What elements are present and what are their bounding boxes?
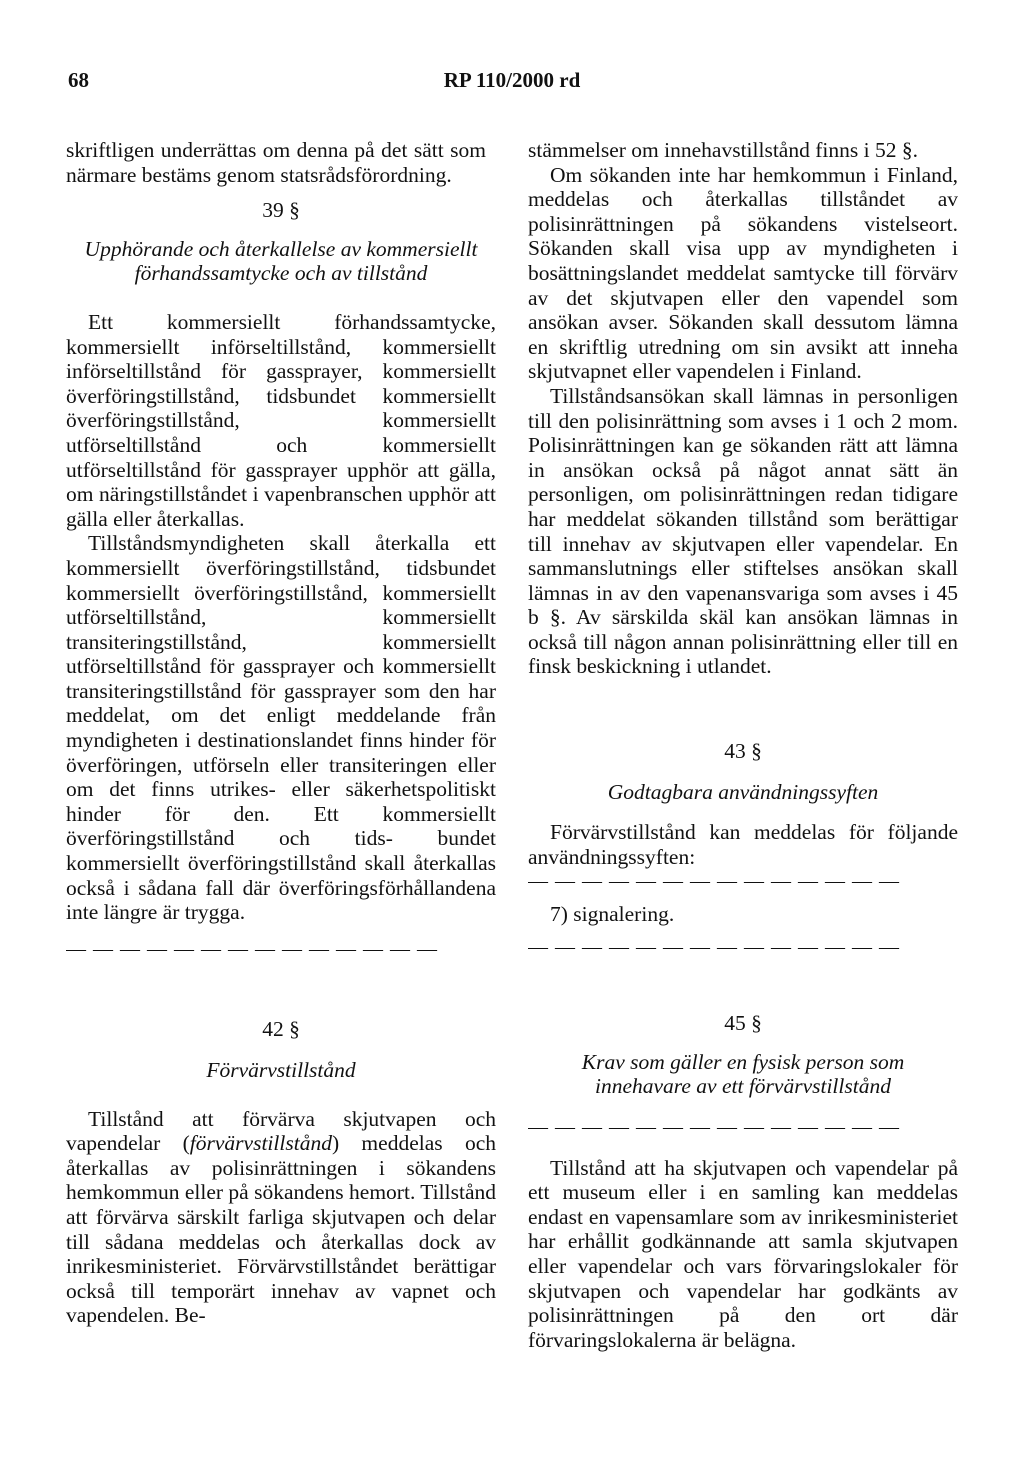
page-number: 68 bbox=[68, 68, 89, 92]
section-39-paragraph-1: Ett kommersiellt förhandssamtycke, kommersiellt införseltillstånd, kommersiellt införseltillstånd för gassprayer, kommersiellt överföringstillstånd, tidsbundet kommersiellt överföringstillstånd, kommersiellt utförseltillstånd och kommersiellt utförseltillstånd för gassprayer upphör att gälla, om näringstillståndet i vapenbranschen upphör att gälla eller återkallas. bbox=[66, 309, 496, 531]
section-42-text-b: ) meddelas och återkallas av polisinrättningen i sökandens hemkommun eller på sökandens hemort. Tillstånd att förvärva särskilt farliga skjutvapen och delar till sådana meddelas och återkallas dock av inrikesministeriet. Förvärvstillståndet berättigar också till temporärt innehav av vapnet och vapendelen. Be- bbox=[66, 1131, 496, 1328]
omission-dashes-b: — — — — — — — — — — — — — — bbox=[528, 935, 900, 958]
section-42-number: 42 § bbox=[262, 1017, 300, 1042]
page-header bbox=[0, 68, 1024, 98]
section-45-number: 45 § bbox=[724, 1011, 762, 1036]
section-39-number: 39 § bbox=[262, 198, 300, 223]
list-item-7: 7) signalering. bbox=[550, 902, 675, 927]
right-column bbox=[528, 138, 958, 1352]
paragraph-2-mom: Om sökanden inte har hemkommun i Finland, meddelas och återkallas tillståndet av polisinrättningen på sökandens vistelseort. Sökanden skall visa upp av myndigheten i bosättningslandet meddelat samtycke till förvärv av det skjutvapen eller den vapendel som ansökan avser. Sökanden skall dessutom lämna en skriftlig utredning om sin avsikt att inneha skjutvapnet eller vapendelen i Finland. bbox=[528, 162, 958, 384]
running-head: RP 110/2000 rd bbox=[443, 68, 581, 92]
left-column bbox=[66, 138, 496, 1328]
section-42-term: förvärvstillstånd bbox=[189, 1131, 332, 1156]
section-39-title: Upphörande och återkallelse av kommersiellt förhandssamtycke och av tillstånd bbox=[84, 236, 478, 286]
section-43-number: 43 § bbox=[724, 739, 762, 764]
section-42-text-a: Tillstånd att förvärva skjutvapen och vapendelar ( bbox=[66, 1106, 496, 1156]
continued-paragraph-right: stämmelser om innehavstillstånd finns i 52 §. bbox=[528, 138, 918, 162]
omission-dashes-c: — — — — — — — — — — — — — — bbox=[528, 1116, 900, 1138]
paragraph-3-mom: Tillståndsansökan skall lämnas in personligen till den polisinrättning som avses i 1 och 2 mom. Polisinrättningen kan ge sökanden rätt att lämna in ansökan också på något annat sätt än personligen, om polisinrättningen redan tidigare har meddelat sökanden tillstånd som berättigar till innehav av skjutvapen eller vapendelar. En sammanslutnings eller stiftelses ansökan skall lämnas in av den vapenansvariga som avses i 45 b §. Av särskilda skäl kan ansökan lämnas in också till någon annan polisinrättning eller till en finsk beskickning i utlandet. bbox=[528, 383, 958, 679]
section-43-title: Godtagbara användningssyften bbox=[607, 779, 879, 804]
section-43-paragraph-1: Förvärvstillstånd kan meddelas för följande användningssyften: bbox=[528, 820, 958, 869]
section-45-paragraph-1: Tillstånd att ha skjutvapen och vapendelar på ett museum eller i en samling kan meddelas endast en vapensamlare som av inrikesministeriet har erhållit godkännande att samla skjutvapen eller vapendelar och vars förvaringslokaler för skjutvapen och vapendelar har godkänts av polisinrättningen på den ort där förvaringslokalerna är belägna. bbox=[528, 1155, 958, 1352]
omission-dashes-a: — — — — — — — — — — — — — — bbox=[528, 870, 900, 893]
section-42-paragraph-1 bbox=[66, 1107, 496, 1328]
section-39-paragraph-2: Tillståndsmyndigheten skall återkalla ett kommersiellt överföringstillstånd, tidsbundet kommersiellt överföringstillstånd, kommersiellt utförseltillstånd, kommersiellt transiteringstillstånd, kommersiellt utförseltillstånd för gassprayer och kommersiellt transiteringstillstånd för gassprayer som den har meddelat, om det enligt meddelande från myndigheten i destinationslandet finns hinder för överföringen, utförseln eller transiteringen eller om det finns utrikes- eller säkerhetspolitiskt hinder för den. Ett kommersiellt överföringstillstånd och tids- bundet kommersiellt överföringstillstånd skall återkallas också i sådana fall där överföringsförhållandena inte längre är trygga. bbox=[66, 531, 496, 925]
section-42-title: Förvärvstillstånd bbox=[206, 1058, 356, 1082]
omission-dashes: — — — — — — — — — — — — — — bbox=[66, 937, 438, 960]
section-45-title: Krav som gäller en fysisk person som innehavare av ett förvärvstillstånd bbox=[581, 1049, 905, 1099]
continued-paragraph: skriftligen underrättas om denna på det sätt som närmare bestäms genom statsrådsförordning. bbox=[66, 138, 486, 187]
